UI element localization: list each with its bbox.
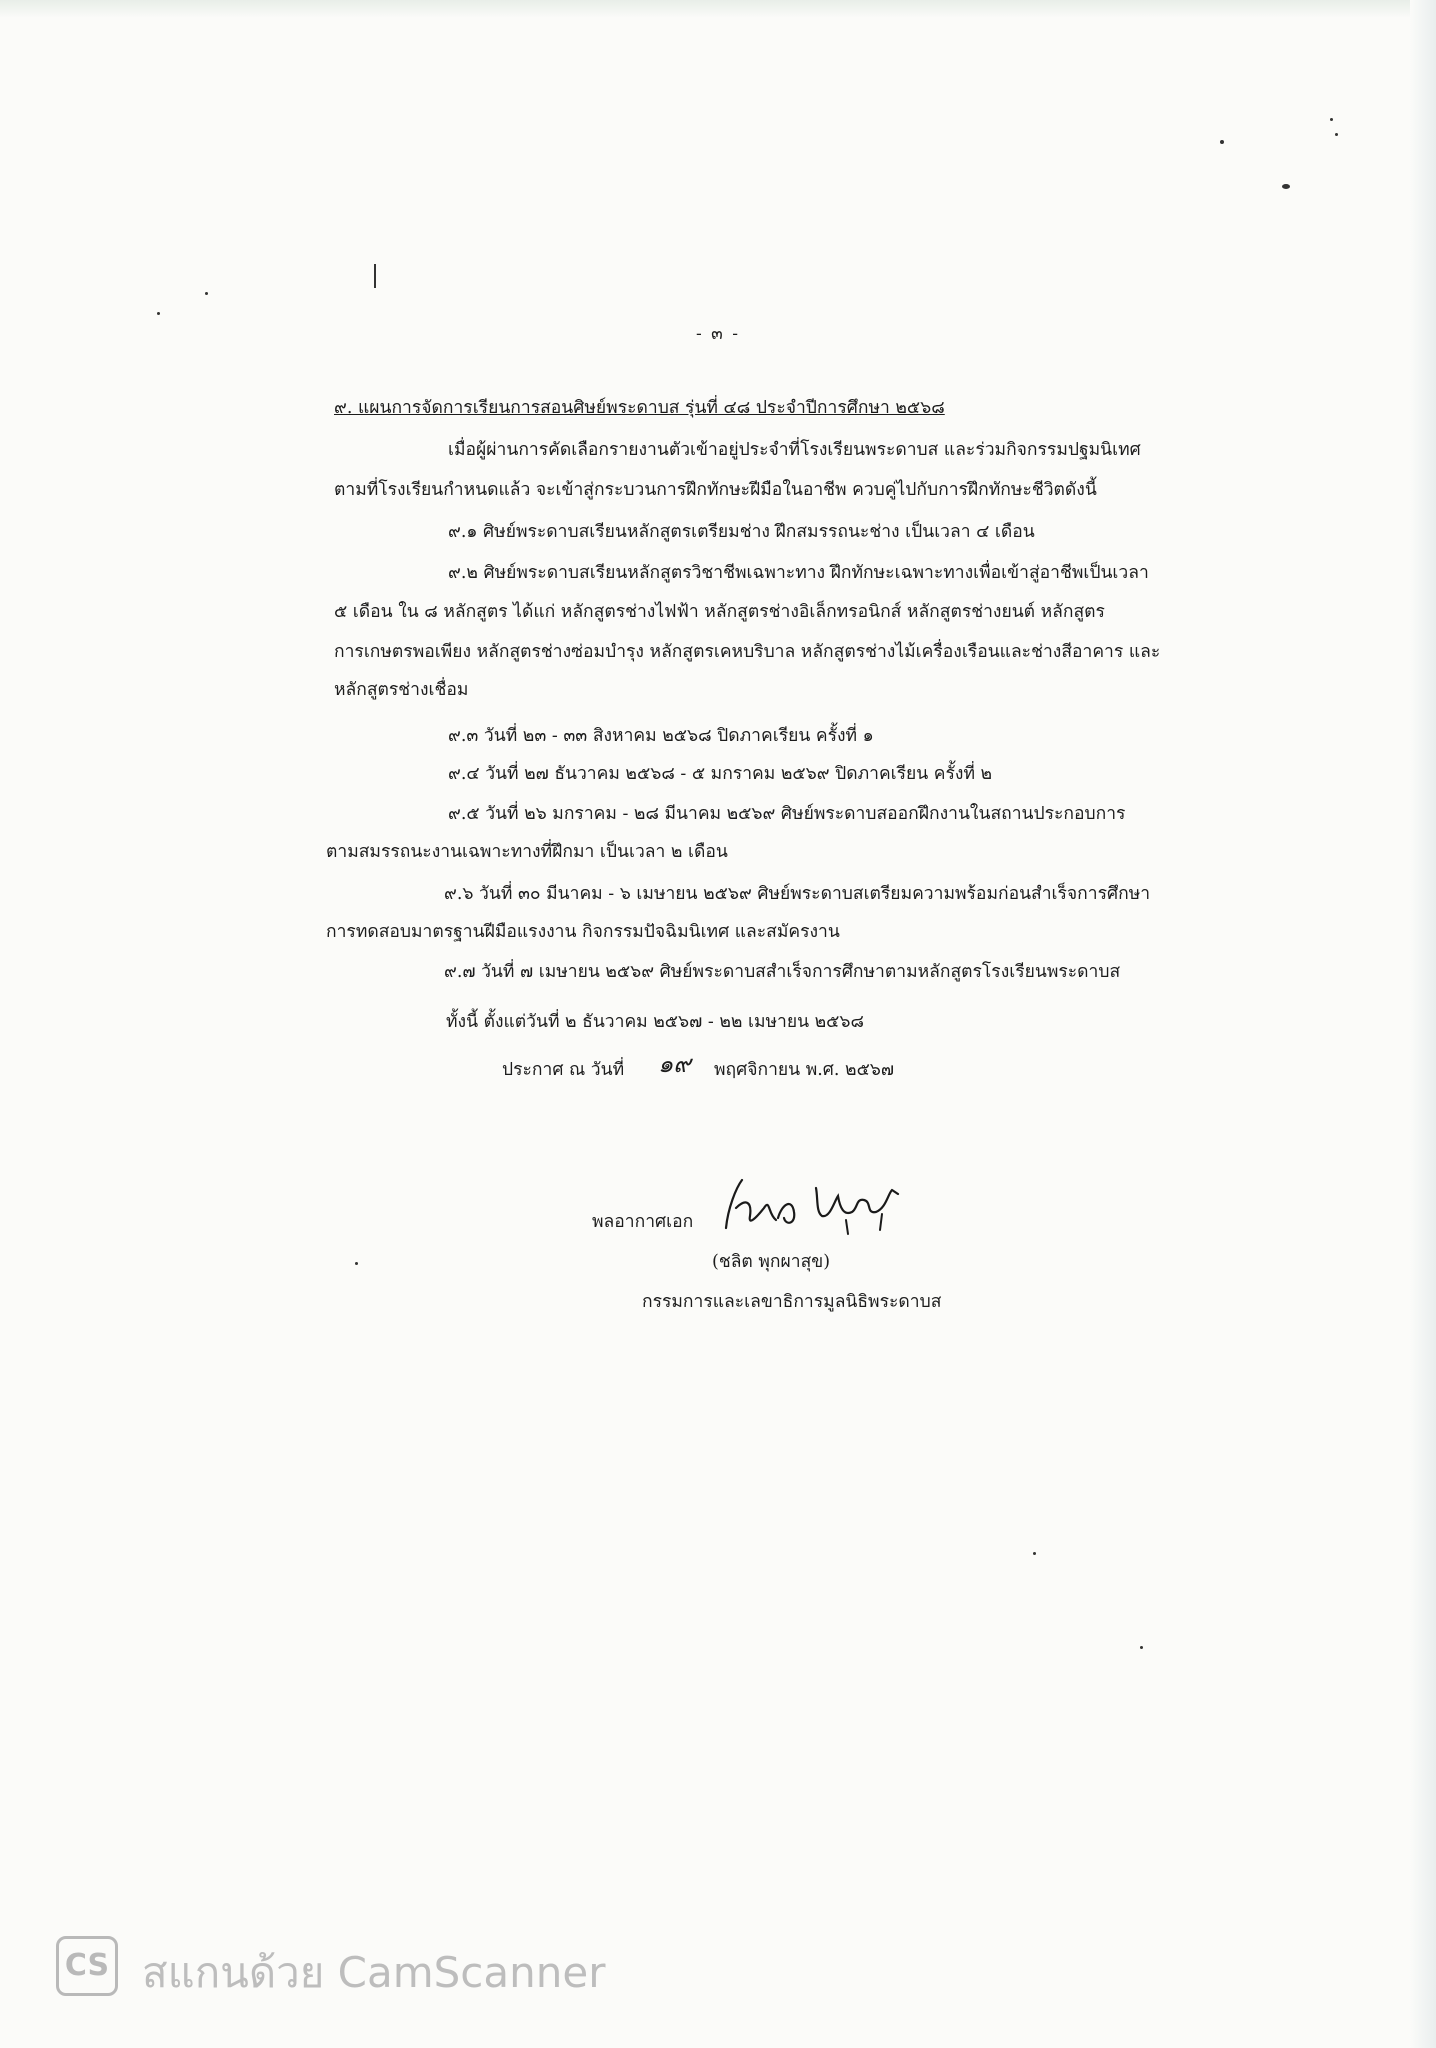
scan-speck	[1140, 1646, 1143, 1649]
scan-speck	[205, 292, 208, 295]
item-9-2-cont: ๕ เดือน ใน ๘ หลักสูตร ได้แก่ หลักสูตรช่างไฟฟ้า หลักสูตรช่างอิเล็กทรอนิกส์ หลักสูตรช่างยนต์ หลักสูตร	[334, 602, 1105, 622]
page-number: - ๓ -	[696, 324, 740, 344]
scan-speck	[1220, 140, 1224, 144]
announce-day: ๑๙	[658, 1050, 691, 1078]
scan-edge-right	[1410, 0, 1436, 2048]
item-9-7: ๙.๗ วันที่ ๗ เมษายน ๒๕๖๙ ศิษย์พระดาบสสำเร็จการศึกษาตามหลักสูตรโรงเรียนพระดาบส	[444, 962, 1121, 982]
scan-edge-top	[0, 0, 1436, 18]
announce-month-year: พฤศจิกายน พ.ศ. ๒๕๖๗	[714, 1060, 895, 1080]
item-9-2: ๙.๒ ศิษย์พระดาบสเรียนหลักสูตรวิชาชีพเฉพาะทาง ฝึกทักษะเฉพาะทางเพื่อเข้าสู่อาชีพเป็นเวลา	[448, 563, 1149, 583]
item-9-2-cont: การเกษตรพอเพียง หลักสูตรช่างซ่อมบำรุง หลักสูตรเคหบริบาล หลักสูตรช่างไม้เครื่องเรือนและช่างสีอาคาร และ	[334, 642, 1161, 662]
camscanner-text: สแกนด้วย CamScanner	[142, 1948, 606, 1997]
scan-speck	[157, 312, 160, 315]
section-heading: ๙. แผนการจัดการเรียนการสอนศิษย์พระดาบส รุ่นที่ ๔๘ ประจำปีการศึกษา ๒๕๖๘	[334, 398, 945, 418]
scan-speck	[1033, 1552, 1036, 1555]
intro-line: เมื่อผู้ผ่านการคัดเลือกรายงานตัวเข้าอยู่ประจำที่โรงเรียนพระดาบส และร่วมกิจกรรมปฐมนิเทศ	[448, 440, 1141, 460]
signer-rank: พลอากาศเอก	[592, 1212, 694, 1232]
item-9-6: ๙.๖ วันที่ ๓๐ มีนาคม - ๖ เมษายน ๒๕๖๙ ศิษย์พระดาบสเตรียมความพร้อมก่อนสำเร็จการศึกษา	[444, 884, 1151, 904]
announce-prefix: ประกาศ ณ วันที่	[502, 1060, 625, 1080]
signer-position: กรรมการและเลขาธิการมูลนิธิพระดาบส	[642, 1292, 942, 1312]
scan-speck	[1282, 184, 1290, 189]
item-9-4: ๙.๔ วันที่ ๒๗ ธันวาคม ๒๕๖๘ - ๕ มกราคม ๒๕๖๙ ปิดภาคเรียน ครั้งที่ ๒	[448, 764, 993, 784]
camscanner-logo: CS	[56, 1936, 118, 1996]
item-9-5: ๙.๕ วันที่ ๒๖ มกราคม - ๒๘ มีนาคม ๒๕๖๙ ศิษย์พระดาบสออกฝึกงานในสถานประกอบการ	[448, 804, 1126, 824]
item-9-2-cont: หลักสูตรช่างเชื่อม	[334, 680, 469, 700]
item-9-3: ๙.๓ วันที่ ๒๓ - ๓๓ สิงหาคม ๒๕๖๘ ปิดภาคเรียน ครั้งที่ ๑	[448, 726, 874, 746]
scan-speck	[355, 1262, 358, 1265]
item-9-1: ๙.๑ ศิษย์พระดาบสเรียนหลักสูตรเตรียมช่าง ฝึกสมรรถนะช่าง เป็นเวลา ๔ เดือน	[448, 522, 1035, 542]
item-9-6-cont: การทดสอบมาตรฐานฝีมือแรงงาน กิจกรรมปัจฉิมนิเทศ และสมัครงาน	[326, 922, 840, 942]
period-line: ทั้งนี้ ตั้งแต่วันที่ ๒ ธันวาคม ๒๕๖๗ - ๒๒ เมษายน ๒๕๖๘	[446, 1012, 865, 1032]
scan-mark	[374, 264, 376, 288]
signer-name: (ชลิต พุกผาสุข)	[712, 1252, 831, 1272]
handwritten-signature	[706, 1168, 926, 1248]
camscanner-watermark	[56, 1932, 756, 2002]
scan-speck	[1335, 133, 1338, 136]
item-9-5-cont: ตามสมรรถนะงานเฉพาะทางที่ฝึกมา เป็นเวลา ๒ เดือน	[326, 842, 728, 862]
intro-line: ตามที่โรงเรียนกำหนดแล้ว จะเข้าสู่กระบวนการฝึกทักษะฝีมือในอาชีพ ควบคู่ไปกับการฝึกทักษะชีวิตดังนี้	[334, 480, 1097, 500]
scan-speck	[1330, 118, 1333, 121]
